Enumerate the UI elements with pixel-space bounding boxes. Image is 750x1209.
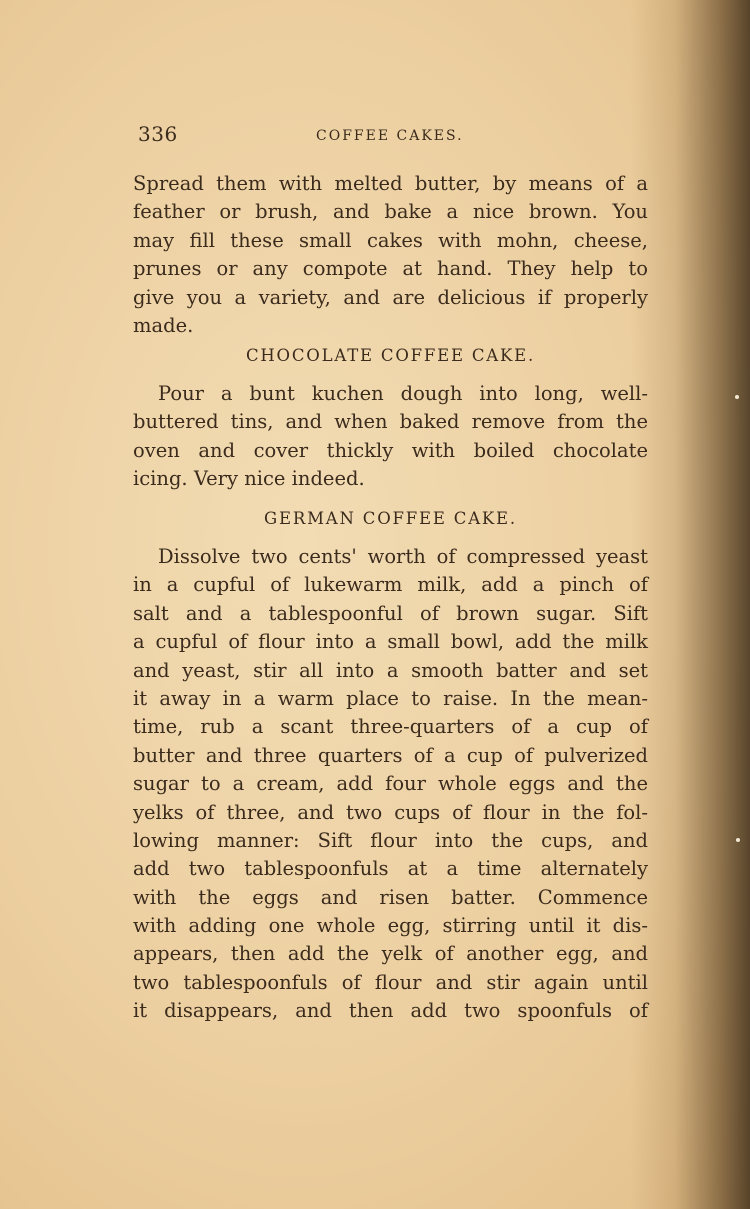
- text-line: Pour a bunt kuchen dough into long, well-: [158, 382, 648, 405]
- paragraph-german-coffee-cake: [133, 543, 648, 1026]
- paragraph-chocolate-coffee-cake: [133, 380, 648, 494]
- page-number: 336: [138, 122, 178, 146]
- text-line: appears, then add the yelk of another egg, and: [133, 942, 648, 966]
- text-line: salt and a tablespoonful of brown sugar. Sift: [133, 601, 648, 625]
- paper-speck: [736, 838, 740, 842]
- text-line: add two tablespoonfuls at a time alternately: [133, 857, 648, 881]
- text-line: in a cupful of lukewarm milk, add a pinch of: [133, 573, 648, 597]
- text-line: Spread them with melted butter, by means of a: [133, 172, 648, 195]
- section-heading-german-coffee-cake: GERMAN COFFEE CAKE.: [264, 509, 517, 528]
- text-line: time, rub a scant three-quarters of a cup of: [133, 715, 648, 739]
- running-title: COFFEE CAKES.: [316, 128, 464, 144]
- text-line: it away in a warm place to raise. In the mean-: [133, 686, 648, 710]
- text-line: a cupful of flour into a small bowl, add the milk: [133, 630, 648, 654]
- text-line: icing. Very nice indeed.: [133, 467, 365, 491]
- text-line: feather or brush, and bake a nice brown. You: [133, 200, 648, 224]
- text-line: oven and cover thickly with boiled chocolate: [133, 438, 648, 462]
- section-heading-chocolate-coffee-cake: CHOCOLATE COFFEE CAKE.: [245, 346, 536, 365]
- text-line: butter and three quarters of a cup of pulverized: [133, 743, 648, 767]
- text-line: it disappears, and then add two spoonfuls of: [133, 999, 648, 1023]
- text-line: give you a variety, and are delicious if properly: [133, 285, 648, 309]
- text-line: sugar to a cream, add four whole eggs and the: [133, 772, 648, 796]
- paper-speck: [735, 395, 739, 399]
- text-line: prunes or any compote at hand. They help to: [133, 257, 648, 281]
- text-line: and yeast, stir all into a smooth batter and set: [133, 658, 648, 682]
- text-line: two tablespoonfuls of flour and stir again until: [133, 970, 648, 994]
- text-line: with adding one whole egg, stirring until it dis-: [133, 914, 648, 938]
- text-line: with the eggs and risen batter. Commence: [133, 885, 648, 909]
- text-line: yelks of three, and two cups of flour in the fol-: [133, 800, 648, 824]
- page-header: [138, 122, 518, 150]
- text-line: buttered tins, and when baked remove from the: [133, 410, 648, 434]
- text-line: made.: [133, 313, 194, 337]
- text-line: Dissolve two cents' worth of compressed yeast: [158, 545, 648, 568]
- paragraph-continuation: [133, 170, 648, 340]
- text-line: lowing manner: Sift flour into the cups, and: [133, 828, 648, 852]
- text-line: may fill these small cakes with mohn, cheese,: [133, 228, 648, 252]
